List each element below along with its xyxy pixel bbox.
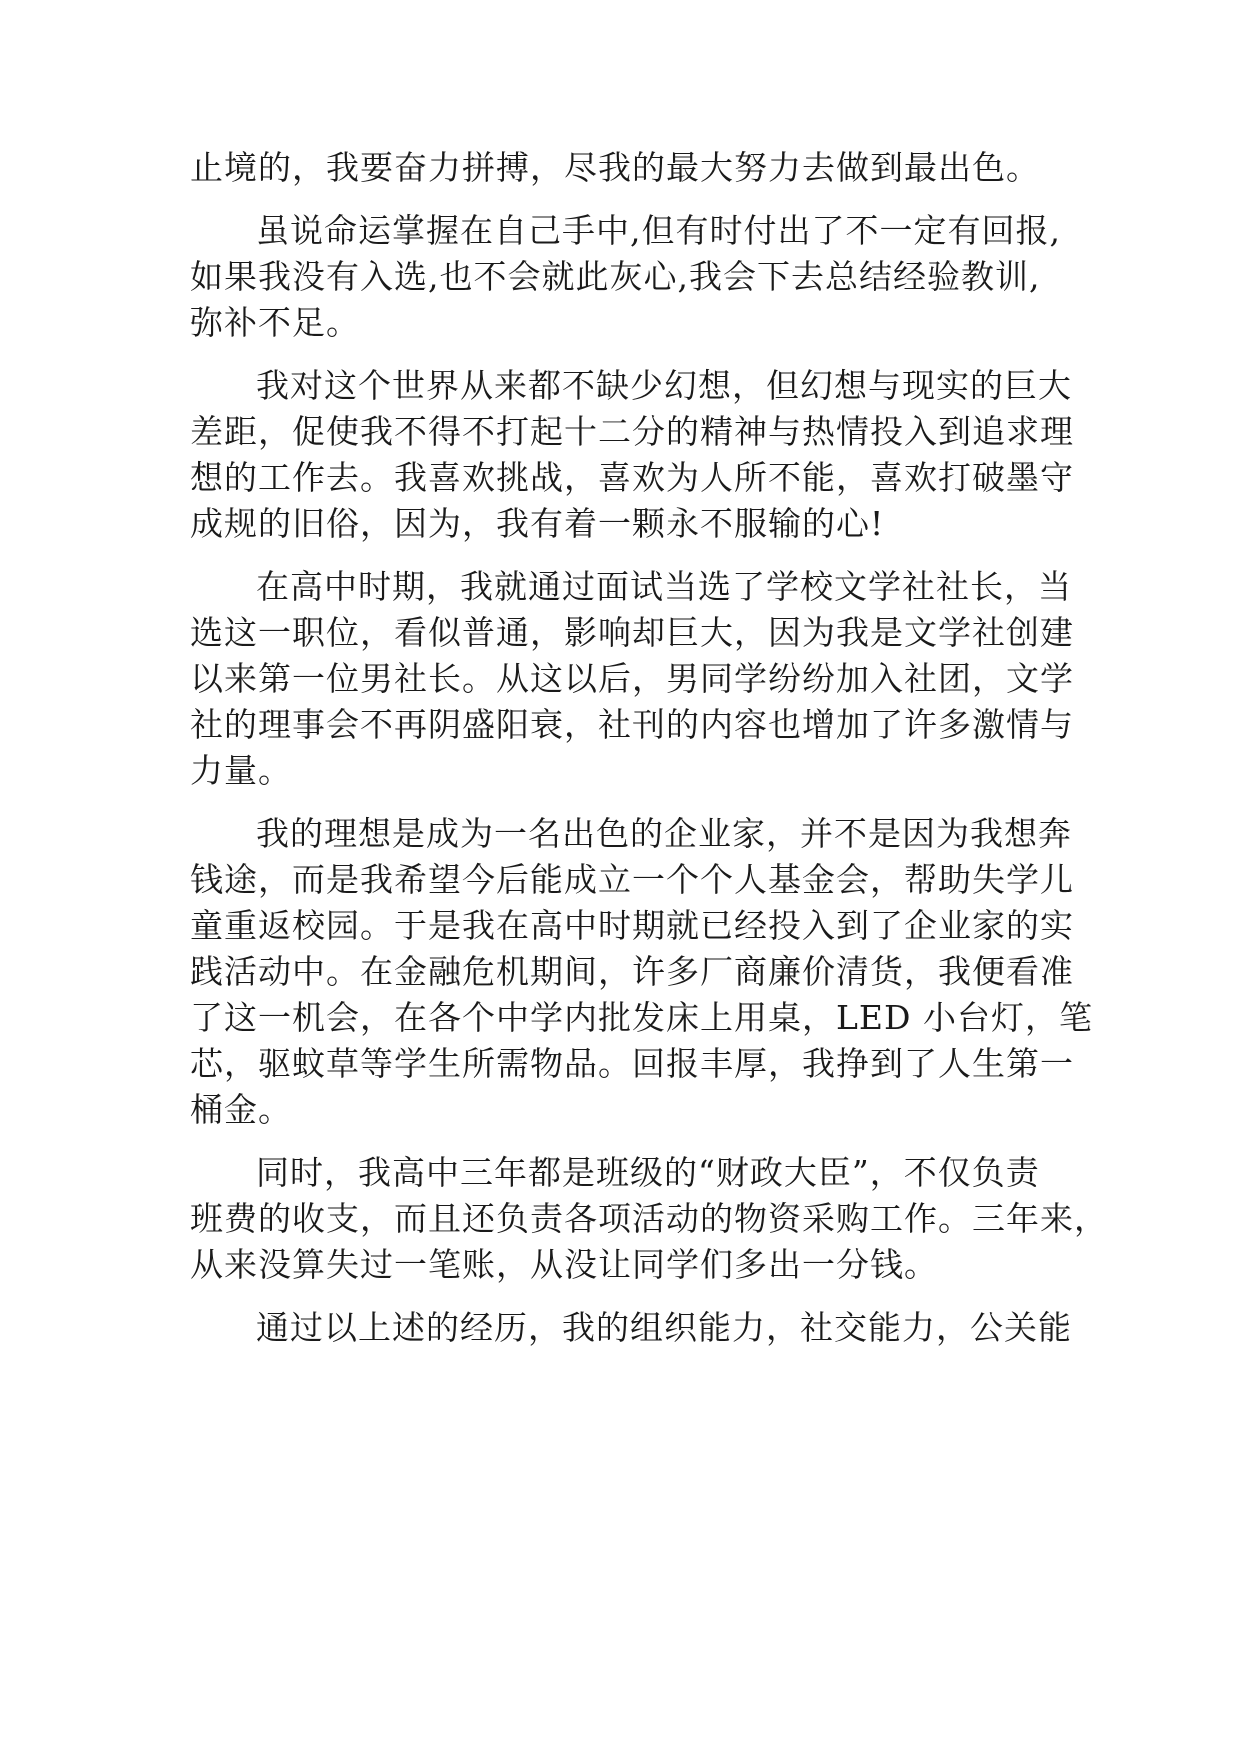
paragraph-first-line: 我的理想是成为一名出色的企业家，并不是因为我想奔 [256, 814, 1072, 853]
text-line: 了这一机会，在各个中学内批发床上用桌，LED 小台灯，笔 [190, 998, 1093, 1037]
paragraph-first-line: 我对这个世界从来都不缺少幻想，但幻想与现实的巨大 [256, 366, 1072, 405]
text-line: 以来第一位男社长。从这以后，男同学纷纷加入社团，文学 [190, 659, 1074, 698]
paragraph-first-line: 在高中时期，我就通过面试当选了学校文学社社长，当 [256, 567, 1072, 606]
text-line: 童重返校园。于是我在高中时期就已经投入到了企业家的实 [190, 906, 1074, 945]
text-line: 桶金。 [190, 1090, 292, 1129]
text-line: 止境的，我要奋力拼搏，尽我的最大努力去做到最出色。 [190, 148, 1040, 187]
text-line: 选这一职位，看似普通，影响却巨大，因为我是文学社创建 [190, 613, 1074, 652]
text-line: 钱途，而是我希望今后能成立一个个人基金会，帮助失学儿 [190, 860, 1074, 899]
text-line: 力量。 [190, 751, 292, 790]
text-line: 社的理事会不再阴盛阳衰，社刊的内容也增加了许多激情与 [190, 705, 1074, 744]
text-line: 成规的旧俗，因为，我有着一颗永不服输的心! [190, 504, 885, 543]
paragraph-first-line: 同时，我高中三年都是班级的“财政大臣”，不仅负责 [256, 1153, 1040, 1192]
text-line: 差距，促使我不得不打起十二分的精神与热情投入到追求理 [190, 412, 1074, 451]
text-line: 弥补不足。 [190, 303, 360, 342]
paragraph-first-line: 虽说命运掌握在自己手中,但有时付出了不一定有回报, [256, 211, 1061, 250]
text-line: 想的工作去。我喜欢挑战，喜欢为人所不能，喜欢打破墨守 [190, 458, 1074, 497]
text-line: 芯，驱蚊草等学生所需物品。回报丰厚，我挣到了人生第一 [190, 1044, 1074, 1083]
paragraph-first-line: 通过以上述的经历，我的组织能力，社交能力，公关能 [256, 1308, 1072, 1347]
text-line: 从来没算失过一笔账，从没让同学们多出一分钱。 [190, 1245, 938, 1284]
text-line: 如果我没有入选,也不会就此灰心,我会下去总结经验教训, [190, 257, 1041, 296]
text-line: 践活动中。在金融危机期间，许多厂商廉价清货，我便看准 [190, 952, 1074, 991]
text-line: 班费的收支，而且还负责各项活动的物资采购工作。三年来， [190, 1199, 1108, 1238]
